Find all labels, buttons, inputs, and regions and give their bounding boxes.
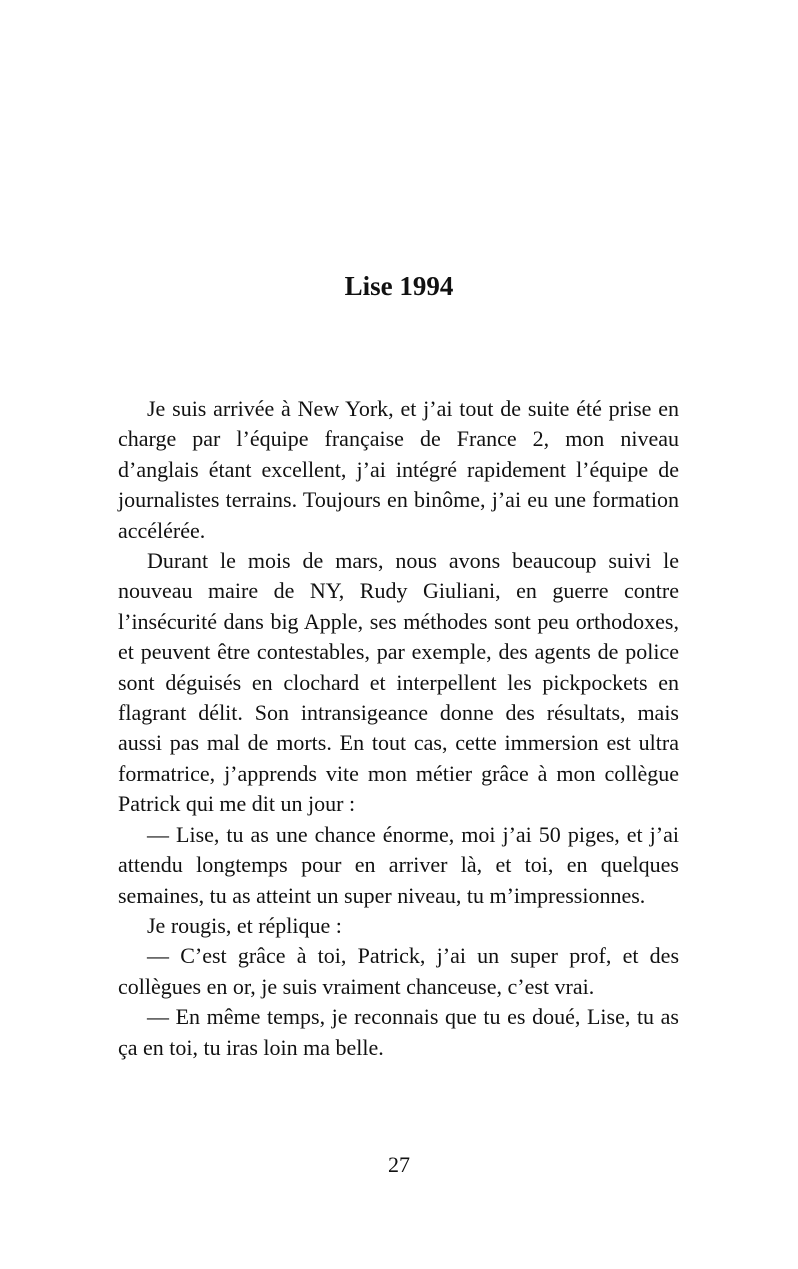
page-number: 27 [388, 1152, 410, 1177]
paragraph: Je rougis, et réplique : [147, 912, 342, 938]
dialogue-paragraph: — Lise, tu as une chance énorme, moi j’ai 50 piges, et j’ai attendu longtemps pour en arriver là, et toi, en quelques semaines, tu as atteint un super niveau, tu m’impressionnes. [118, 821, 679, 908]
dialogue-paragraph: — En même temps, je reconnais que tu es doué, Lise, tu as ça en toi, tu iras loin ma belle. [118, 1004, 679, 1060]
body-text [118, 394, 679, 1063]
paragraph: Je suis arrivée à New York, et j’ai tout de suite été prise en charge par l’équipe française de France 2, mon niveau d’anglais étant excellent, j’ai intégré rapidement l’équipe de journalistes terrains. Toujours en binôme, j’ai eu une formation accélérée. [118, 396, 679, 543]
paragraph: Durant le mois de mars, nous avons beaucoup suivi le nouveau maire de NY, Rudy Giuliani, en guerre contre l’insécurité dans big Apple, ses méthodes sont peu orthodoxes, et peuvent être contestables, par exemple, des agents de police sont déguisés en clochard et interpellent les pickpockets en flagrant délit. Son intransigeance donne des résultats, mais aussi pas mal de morts. En tout cas, cette immersion est ultra formatrice, j’apprends vite mon métier grâce à mon collègue Patrick qui me dit un jour : [118, 548, 679, 817]
chapter-title: Lise 1994 [344, 271, 454, 301]
dialogue-paragraph: — C’est grâce à toi, Patrick, j’ai un super prof, et des collègues en or, je suis vraiment chanceuse, c’est vrai. [118, 943, 679, 999]
